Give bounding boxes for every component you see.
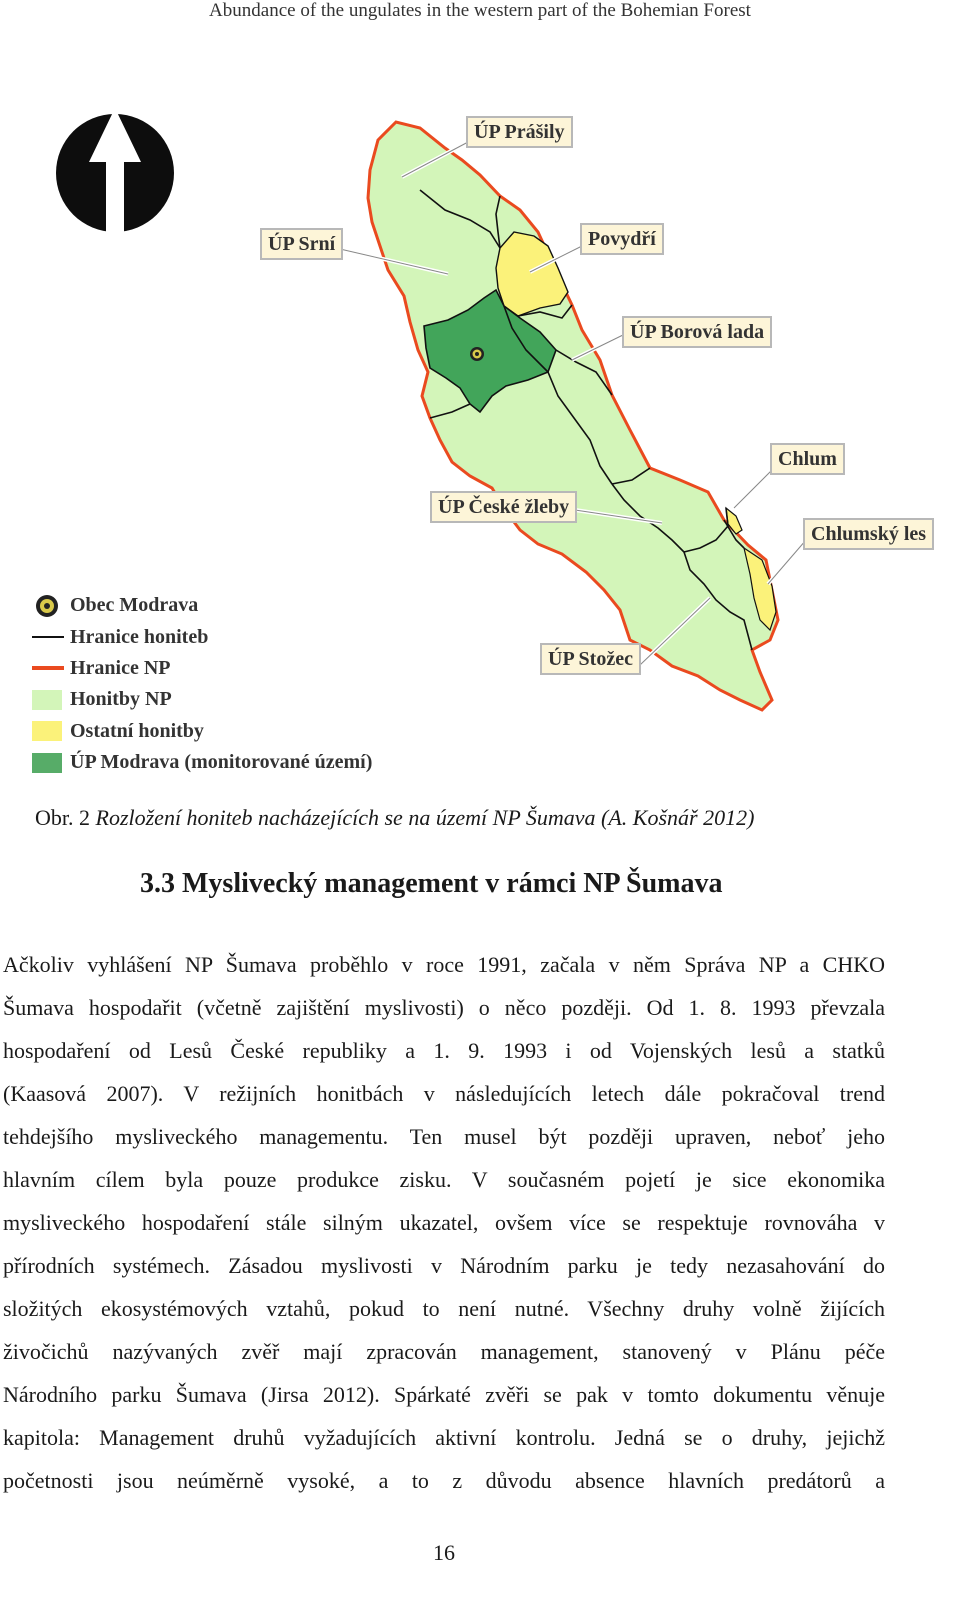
paragraph-line: složitých ekosystémových vztahů, pokud to není nutné. Všechny druhy volně žijících xyxy=(3,1296,885,1321)
legend-label: Hranice honiteb xyxy=(70,625,209,648)
legend-label: Ostatní honitby xyxy=(70,719,204,742)
label-up-borova-lada: ÚP Borová lada xyxy=(622,316,772,348)
modrava-village-icon xyxy=(470,347,484,361)
figure-map xyxy=(0,30,960,774)
legend-item-up-modrava xyxy=(32,747,372,778)
paragraph-line: hlavním cílem byla pouze produkce zisku. V současném pojetí je sice ekonomika xyxy=(3,1167,885,1192)
black-line-icon xyxy=(32,626,62,648)
red-line-icon xyxy=(32,657,62,679)
label-up-ceske-zleby: ÚP České žleby xyxy=(430,491,577,523)
paragraph-line: přírodních systémech. Zásadou myslivosti v Národním parku je tedy nezasahování do xyxy=(3,1253,885,1278)
running-head: Abundance of the ungulates in the western part of the Bohemian Forest xyxy=(209,0,751,21)
paragraph-line: (Kaasová 2007). V režijních honitbách v následujících letech dále pokračoval trend xyxy=(3,1081,885,1106)
paragraph-line: mysliveckého hospodaření stále silným ukazatel, ovšem více se respektuje rovnováha v xyxy=(3,1210,885,1235)
legend-label: ÚP Modrava (monitorované území) xyxy=(70,751,373,774)
paragraph-line: početnosti jsou neúměrně vysoké, a to z důvodu absence hlavních predátorů a xyxy=(3,1468,885,1493)
label-up-prasily: ÚP Prášily xyxy=(466,116,573,148)
page-number: 16 xyxy=(433,1540,455,1565)
figure-caption xyxy=(35,805,754,831)
label-up-srni: ÚP Srní xyxy=(260,228,343,260)
paragraph-line: Národního parku Šumava (Jirsa 2012). Spárkaté zvěři se pak v tomto dokumentu věnuje xyxy=(3,1382,885,1407)
paragraph-line: tehdejšího mysliveckého managementu. Ten musel být později upraven, neboť jeho xyxy=(3,1124,885,1149)
paragraph-line: Ačkoliv vyhlášení NP Šumava proběhlo v roce 1991, začala v něm Správa NP a CHKO xyxy=(3,952,885,977)
paragraph-line: kapitola: Management druhů vyžadujících aktivní kontrolu. Jedná se o druhy, jejichž xyxy=(3,1425,885,1450)
label-povydri: Povydří xyxy=(580,223,664,255)
caption-prefix: Obr. 2 xyxy=(35,805,96,830)
label-chlum: Chlum xyxy=(770,443,845,475)
section-heading: 3.3 Myslivecký management v rámci NP Šumava xyxy=(140,868,723,899)
legend-label: Honitby NP xyxy=(70,688,172,711)
north-arrow-icon xyxy=(56,108,174,238)
swatch-icon xyxy=(32,720,62,742)
label-chlumsky-les: Chlumský les xyxy=(803,518,934,550)
povydri-area xyxy=(496,232,568,316)
paragraph-line: hospodaření od Lesů České republiky a 1. 9. 1993 i od Vojenských lesů a statků xyxy=(3,1038,885,1063)
legend-item-hranice-honiteb xyxy=(32,621,372,652)
target-icon xyxy=(32,595,62,617)
swatch-icon xyxy=(32,752,62,774)
paragraph-line: Šumava hospodařit (včetně zajištění myslivosti) o něco později. Od 1. 8. 1993 převzala xyxy=(3,995,885,1020)
legend-item-hranice-np xyxy=(32,653,372,684)
legend-item-honitby-np xyxy=(32,684,372,715)
body-paragraph xyxy=(3,943,885,1502)
map-legend xyxy=(32,590,372,778)
legend-label: Hranice NP xyxy=(70,656,171,679)
legend-item-obec xyxy=(32,590,372,621)
label-up-stozec: ÚP Stožec xyxy=(540,643,641,675)
paragraph-line: živočichů nazývaných zvěř mají zpracován management, stanovený v Plánu péče xyxy=(3,1339,885,1364)
caption-text: Rozložení honiteb nacházejících se na území NP Šumava (A. Košnář 2012) xyxy=(95,805,755,830)
swatch-icon xyxy=(32,689,62,711)
legend-item-ostatni-honitby xyxy=(32,716,372,747)
legend-label: Obec Modrava xyxy=(70,594,199,617)
